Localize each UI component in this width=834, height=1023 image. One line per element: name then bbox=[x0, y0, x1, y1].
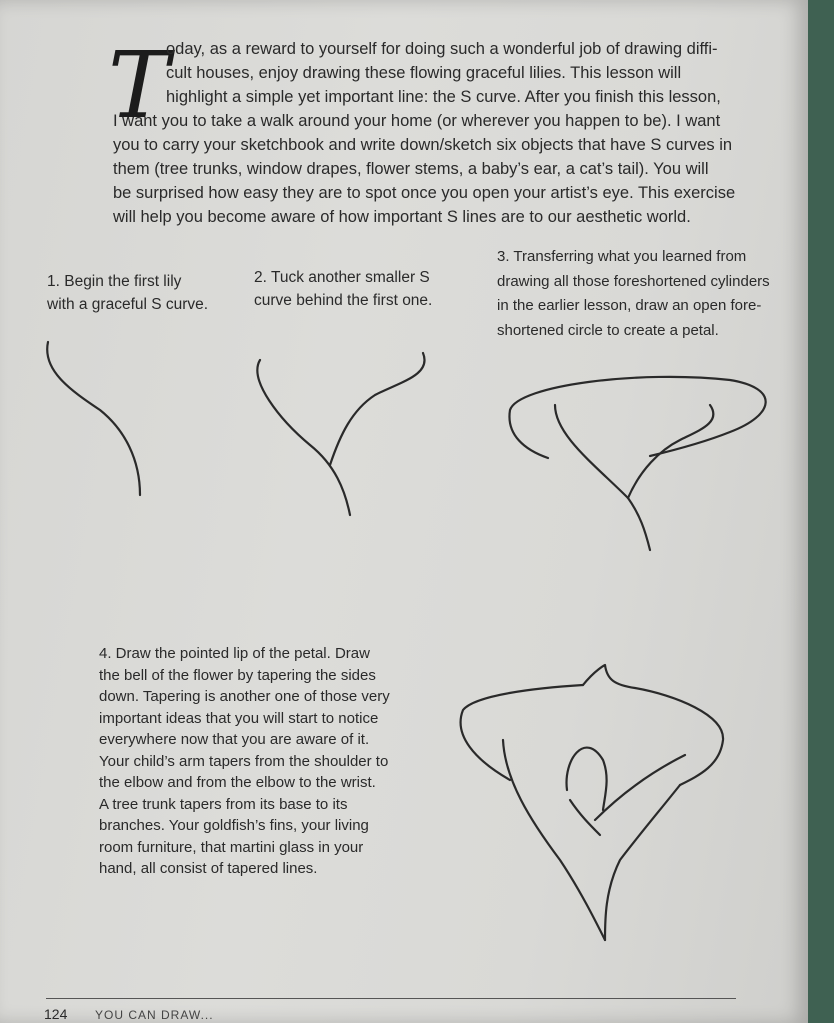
drop-cap: T bbox=[108, 32, 170, 139]
lily-step-4-drawing bbox=[455, 660, 745, 950]
lily-step-2-drawing bbox=[240, 340, 450, 525]
step-2-line-1: 2. Tuck another smaller S bbox=[254, 269, 430, 286]
lily-step-3-drawing bbox=[500, 370, 780, 555]
intro-line-3: highlight a simple yet important line: the S curve. After you finish this lesson, bbox=[166, 88, 721, 106]
step-4-line-5: everywhere now that you are aware of it. bbox=[99, 731, 370, 748]
intro-line-6: them (tree trunks, window drapes, flower stems, a baby’s ear, a cat’s tail). You will bbox=[113, 160, 709, 178]
step-4-line-7: the elbow and from the elbow to the wrist. bbox=[99, 774, 376, 791]
intro-line-7: be surprised how easy they are to spot once you open your artist’s eye. This exercise bbox=[113, 184, 736, 202]
step-4-line-3: down. Tapering is another one of those very bbox=[99, 688, 390, 705]
intro-line-4: I want you to take a walk around your home (or wherever you happen to be). I want bbox=[113, 112, 721, 130]
step-2-line-2: curve behind the first one. bbox=[254, 292, 433, 309]
page-number: 124 bbox=[44, 1006, 68, 1022]
intro-line-1: oday, as a reward to yourself for doing such a wonderful job of drawing diffi- bbox=[166, 40, 718, 58]
step-1-line-1: 1. Begin the first lily bbox=[47, 273, 182, 290]
running-title: YOU CAN DRAW... bbox=[95, 1008, 214, 1022]
step-2-caption bbox=[254, 266, 432, 312]
step-4-caption bbox=[99, 643, 439, 880]
footer-rule bbox=[46, 998, 736, 999]
step-4-line-10: room furniture, that martini glass in your bbox=[99, 838, 364, 856]
step-4-line-9: branches. Your goldfish’s fins, your living bbox=[99, 817, 369, 834]
step-4-line-11: hand, all consist of tapered lines. bbox=[99, 860, 318, 877]
lily-step-1-drawing bbox=[40, 330, 160, 510]
step-4-line-1: 4. Draw the pointed lip of the petal. Draw bbox=[99, 645, 370, 662]
step-3-line-1: 3. Transferring what you learned from bbox=[497, 248, 747, 265]
step-4-line-6: Your child’s arm tapers from the shoulder to bbox=[99, 752, 389, 770]
step-1-caption bbox=[47, 270, 208, 316]
step-3-line-2: drawing all those foreshortened cylinders bbox=[497, 272, 770, 290]
step-4-line-4: important ideas that you will start to notice bbox=[99, 709, 379, 727]
step-4-line-2: the bell of the flower by tapering the sides bbox=[99, 666, 376, 684]
step-4-line-8: A tree trunk tapers from its base to its bbox=[99, 795, 348, 813]
step-3-line-3: in the earlier lesson, draw an open fore- bbox=[497, 297, 762, 314]
intro-line-2: cult houses, enjoy drawing these flowing graceful lilies. This lesson will bbox=[166, 64, 682, 82]
step-1-line-2: with a graceful S curve. bbox=[47, 296, 209, 313]
intro-line-8: will help you become aware of how important S lines are to our aesthetic world. bbox=[113, 208, 691, 226]
intro-line-5: you to carry your sketchbook and write down/sketch six objects that have S curves in bbox=[113, 136, 733, 154]
step-3-line-4: shortened circle to create a petal. bbox=[497, 321, 719, 339]
step-3-caption bbox=[497, 245, 770, 343]
